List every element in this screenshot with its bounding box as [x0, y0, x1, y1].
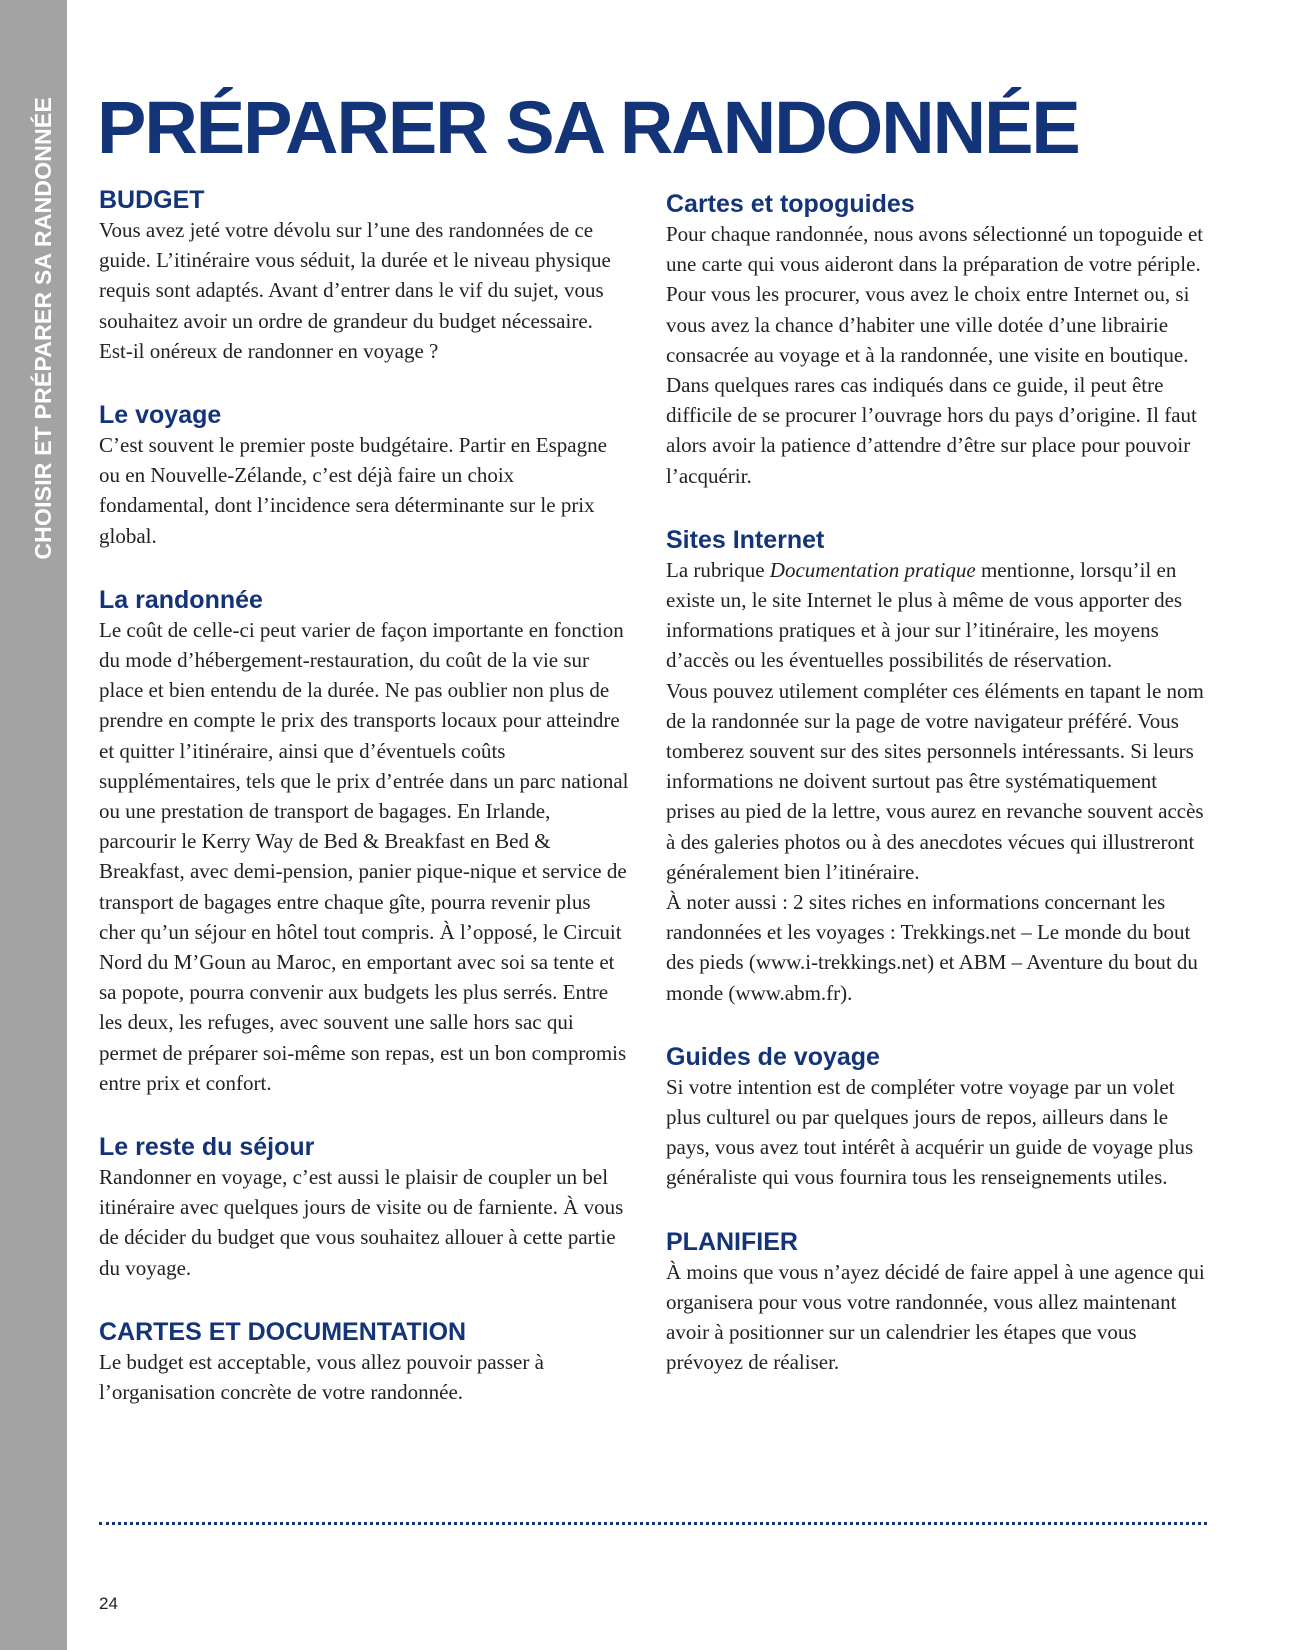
page-number: 24 [99, 1594, 118, 1613]
section-heading: CARTES ET DOCUMENTATION [99, 1317, 467, 1346]
text-run: mentionne, lorsqu’il en existe un, le site Internet le plus à même de vous apporter des informations pratiques et à jour sur l’itinéraire, les moyens d’accès ou les éventuelles possibilités de réservation. [666, 557, 1183, 673]
text-run: La rubrique [666, 557, 770, 582]
right-column [666, 189, 1206, 1412]
section-heading: BUDGET [99, 186, 205, 214]
page-title: PRÉPARER SA RANDONNÉE [97, 86, 1079, 169]
sidebar-chapter-label: CHOISIR ET PRÉPARER SA RANDONNÉE [30, 97, 56, 560]
section-heading: Guides de voyage [666, 1042, 880, 1071]
section-text: Vous pouvez utilement compléter ces éléments en tapant le nom de la randonnée sur la page de votre navigateur préféré. Vous tomberez souvent sur des sites personnels intéressants. Si leurs informations ne doivent surtout pas être systématiquement prises au pied de la lettre, vous aurez en revanche souvent accès à des galeries photos ou à des anecdotes vécues qui illustreront généralement bien l’itinéraire. [666, 678, 1204, 884]
section-planifier [666, 1227, 1206, 1378]
side-bar [0, 0, 67, 1650]
section-text: Pour chaque randonnée, nous avons sélectionné un topoguide et une carte qui vous aideront dans la préparation de votre périple. Pour vous les procurer, vous avez le choix entre Internet ou, si vous avez la chance d’habiter une ville dotée d’une librairie consacrée au voyage et à la randonnée, une visite en boutique. Dans quelques rares cas indiqués dans ce guide, il peut être difficile de se procurer l’ouvrage hors du pays d’origine. Il faut alors avoir la patience d’attendre d’être sur place pour pouvoir l’acquérir. [666, 222, 1204, 488]
section-text [666, 555, 1206, 676]
section-text: Vous avez jeté votre dévolu sur l’une des randonnées de ce guide. L’itinéraire vous séduit, la durée et le niveau physique requis sont adaptés. Avant d’entrer dans le vif du sujet, vous souhaitez avoir un ordre de grandeur du budget nécessaire. Est-il onéreux de randonner en voyage ? [99, 218, 611, 363]
section-sites-internet [666, 525, 1206, 1008]
section-cartes-topoguides [666, 189, 1206, 491]
section-heading: PLANIFIER [666, 1227, 798, 1256]
section-text: À noter aussi : 2 sites riches en informations concernant les randonnées et les voyages : Trekkings.net – Le monde du bout des pieds (www.i-trekkings.net) et ABM – Aventure du bout du monde (www.abm.fr). [666, 890, 1198, 1005]
dotted-divider [99, 1522, 1207, 1525]
section-reste-sejour [99, 1132, 629, 1283]
section-heading: Le reste du séjour [99, 1133, 315, 1162]
section-heading: Cartes et topoguides [666, 190, 915, 218]
section-text: Le budget est acceptable, vous allez pouvoir passer à l’organisation concrète de votre randonnée. [99, 1349, 544, 1405]
section-voyage [99, 400, 629, 551]
left-column [99, 185, 629, 1441]
section-budget [99, 185, 629, 366]
section-text: C’est souvent le premier poste budgétaire. Partir en Espagne ou en Nouvelle-Zélande, c’est déjà faire un choix fondamental, dont l’incidence sera déterminante sur le prix global. [99, 433, 607, 548]
section-heading: La randonnée [99, 585, 263, 614]
section-heading: Le voyage [99, 401, 222, 430]
section-text: À moins que vous n’ayez décidé de faire appel à une agence qui organisera pour vous votre randonnée, vous allez maintenant avoir à positionner sur un calendrier les étapes que vous prévoyez de réaliser. [666, 1259, 1205, 1375]
section-heading: Sites Internet [666, 525, 825, 554]
section-text: Randonner en voyage, c’est aussi le plaisir de coupler un bel itinéraire avec quelques jours de visite ou de farniente. À vous de décider du budget que vous souhaitez allouer à cette partie du voyage. [99, 1165, 624, 1280]
section-randonnee [99, 585, 629, 1098]
section-text: Si votre intention est de compléter votre voyage par un volet plus culturel ou par quelques jours de repos, ailleurs dans le pays, vous avez tout intérêt à acquérir un guide de voyage plus généraliste qui vous fournira tous les renseignements utiles. [666, 1074, 1194, 1190]
section-guides-voyage [666, 1042, 1206, 1193]
section-cartes-documentation [99, 1317, 629, 1407]
section-text: Le coût de celle-ci peut varier de façon importante en fonction du mode d’hébergement-restauration, du coût de la vie sur place et bien entendu de la durée. Ne pas oublier non plus de prendre en compte le prix des transports locaux pour atteindre et quitter l’itinéraire, ainsi que d’éventuels coûts supplémentaires, tels que le prix d’entrée dans un parc national ou une prestation de transport de bagages. En Irlande, parcourir le Kerry Way de Bed & Breakfast en Bed & Breakfast, avec demi-pension, panier pique-nique et service de transport de bagages entre chaque gîte, pourra revenir plus cher qu’un séjour en hôtel tout compris. À l’opposé, le Circuit Nord du M’Goun au Maroc, en emportant avec soi sa tente et sa popote, pourra convenir aux budgets les plus serrés. Entre les deux, les refuges, avec souvent une salle hors sac qui permet de préparer soi-même son repas, est un bon compromis entre prix et confort. [99, 617, 629, 1095]
italic-reference: Documentation pratique [769, 557, 976, 582]
